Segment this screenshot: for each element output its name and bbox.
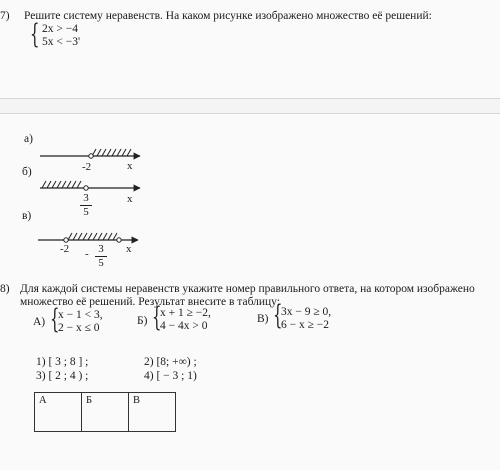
answer-cell-b[interactable] [82, 393, 129, 432]
task8-prompt-line1: Для каждой системы неравенств укажите номер правильного ответа, на котором изображено [20, 283, 475, 295]
system-b-line1: x + 1 ≥ −2, [160, 307, 211, 319]
task7-inequality-1: 2x > −4 [42, 23, 78, 35]
answer-option-4: 4) [ − 3 ; 1) [144, 370, 197, 382]
answer-option-3: 3) [ 2 ; 4 ) ; [36, 370, 89, 382]
system-brace: { [50, 304, 60, 335]
task7-card [0, 0, 500, 99]
number-line-b [40, 178, 152, 194]
system-a-label: А) [33, 316, 46, 328]
answer-option-1: 1) [ 3 ; 8 ] ; [36, 356, 89, 368]
task8-prompt-line2: множество её решений. Результат внесите в таблицу: [20, 296, 280, 308]
task8-number: 8) [0, 283, 10, 295]
system-a-line1: x − 1 < 3, [58, 309, 103, 321]
answer-cell-a[interactable] [35, 393, 82, 432]
option-v-frac-sign: - [85, 248, 89, 260]
option-a-label: а) [24, 133, 33, 145]
answer-header-b: Б [86, 395, 93, 406]
system-brace: { [273, 300, 283, 331]
system-b-label: Б) [137, 315, 148, 327]
option-v-label: в) [22, 210, 32, 222]
option-v-axis-var: x [126, 243, 132, 255]
system-a-line2: 2 − x ≤ 0 [58, 322, 100, 334]
option-b-label: б) [22, 166, 32, 178]
option-b-point: -2 [82, 161, 92, 173]
system-v-label: В) [257, 313, 269, 325]
system-v-line2: 6 − x ≥ −2 [281, 319, 330, 331]
task7-number: 7) [0, 10, 10, 22]
option-v-fraction: 3 5 [94, 244, 108, 269]
answer-header-a: А [39, 395, 47, 406]
answer-table [34, 392, 176, 432]
answer-cell-v[interactable] [129, 393, 176, 432]
answer-option-2: 2) [8; +∞) ; [144, 356, 197, 368]
option-a-axis-var: x [127, 160, 133, 172]
task7-inequality-2: 5x < −3' [42, 36, 81, 48]
system-v-line1: 3x − 9 ≥ 0, [281, 306, 332, 318]
system-brace: { [152, 302, 162, 333]
answer-header-v: В [133, 395, 141, 406]
option-b-fraction: 3 5 [79, 193, 93, 218]
system-b-line2: 4 − 4x > 0 [160, 320, 208, 332]
number-line-a [40, 146, 152, 162]
option-v-point: -2 [60, 243, 70, 255]
option-b-axis-var: x [127, 193, 133, 205]
system-brace: { [30, 19, 40, 50]
task7-prompt: Решите систему неравенств. На каком рисунке изображено множество её решений: [24, 10, 432, 22]
